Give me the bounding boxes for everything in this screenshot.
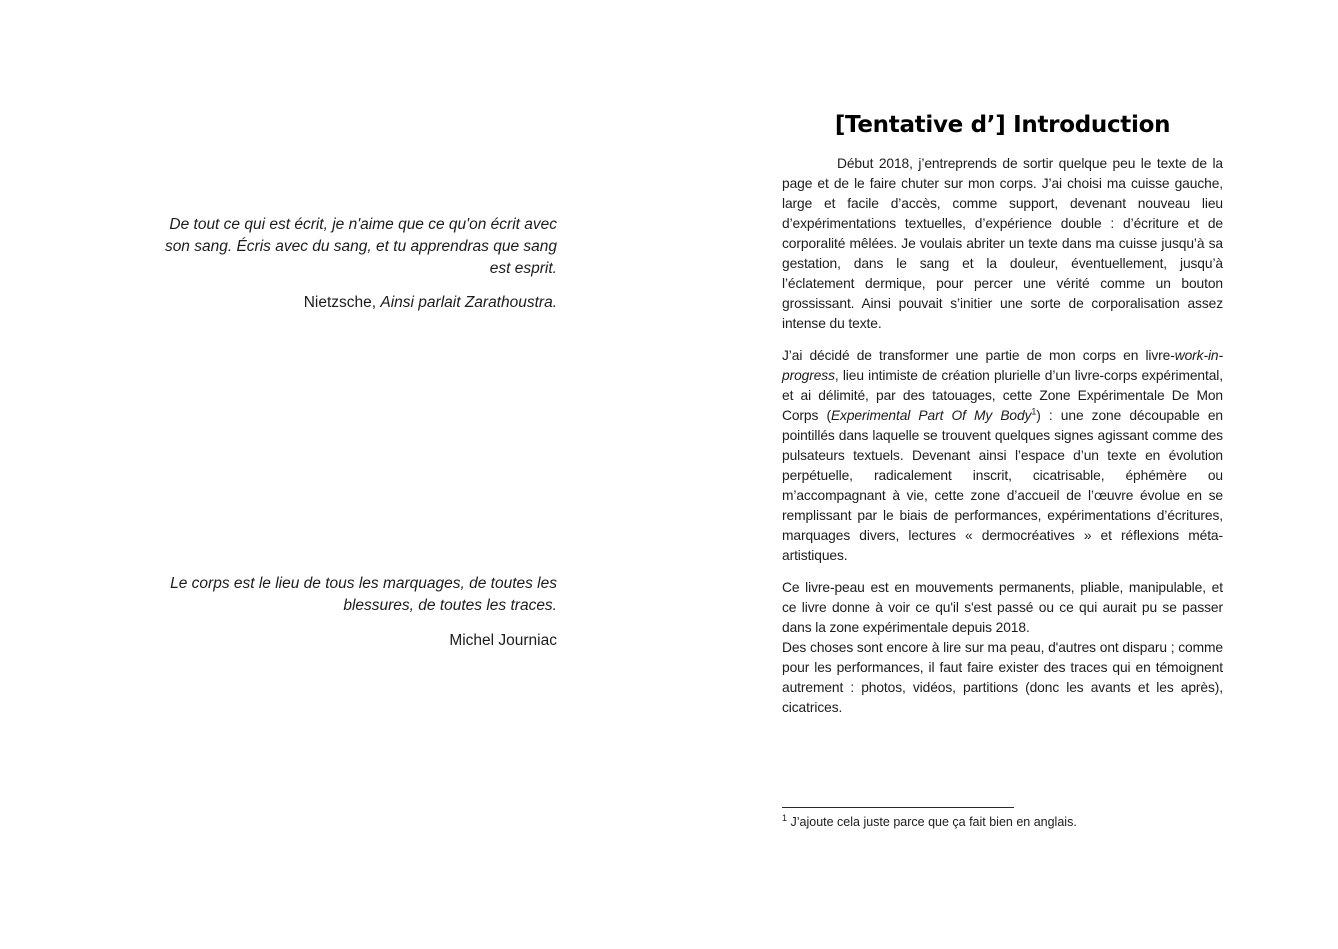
epigraph-line: blessures, de toutes les traces. [343,597,557,614]
footnote-separator [782,807,1014,808]
epigraph-line: De tout ce qui est écrit, je n'aime que ce qu'on écrit avec [169,216,557,233]
body-paragraphs [782,154,1223,718]
paragraph: J’ai décidé de transformer une partie de mon corps en livre-work-in-progress, lieu intimiste de création plurielle d’un livre-corps expérimental, et ai délimité, par des tatouages, cette Zone Expérimentale De Mon Corps (Experimental Part Of My Body$^1$) : une zone découpable en pointillés dans laquelle se trouvent quelques signes agissant comme des pulsateurs textuels. Devenant ainsi l’espace d’un texte en évolution perpétuelle, radicalement inscrit, cicatrisable, éphémère ou m’accompagnant à vie, cette zone d’accueil de l’œuvre évolue en se remplissant par le biais de performances, expérimentations d’écritures, marquages divers, lectures « dermocréatives » et réflexions méta-artistiques. [782,348,1223,563]
epigraph-attribution-nietzsche: Nietzsche, Ainsi parlait Zarathoustra. [303,294,557,311]
paragraph: Des choses sont encore à lire sur ma peau, d'autres ont disparu ; comme pour les performances, il faut faire exister des traces qui en témoignent autrement : photos, vidéos, partitions (donc les avants et les après), cicatrices. [782,640,1223,715]
epigraph-line: Le corps est le lieu de tous les marquages, de toutes les [170,575,557,592]
paragraph: Ce livre-peau est en mouvements permanents, pliable, manipulable, et ce livre donne à voir ce qu'il s'est passé ou ce qui aurait pu se passer dans la zone expérimentale depuis 2018. [782,580,1223,635]
epigraph-journiac [87,573,557,617]
epigraph-nietzsche [87,214,557,280]
right-page [782,110,1223,730]
paragraph: Début 2018, j’entreprends de sortir quelque peu le texte de la page et de le faire chuter sur mon corps. J’ai choisi ma cuisse gauche, large et facile d’accès, comme support, devenant nouveau lieu d’expérimentations textuelles, d’expérience double : d’écriture et de corporalité mêlées. Je voulais abriter un texte dans ma cuisse jusqu’à sa gestation, dans le sang et la douleur, éventuellement, jusqu’à l’éclatement dermique, pour percer une vérité comme un bouton grossissant. Ainsi pouvait s’initier une sorte de corporalisation assez intense du texte. [782,156,1223,331]
chapter-title: [Tentative d’] Introduction [834,112,1171,138]
epigraph-attribution-journiac: Michel Journiac [449,632,557,649]
epigraph-line: son sang. Écris avec du sang, et tu apprendras que sang [164,238,557,255]
epigraph-line: est esprit. [489,260,557,277]
footnote: $^1$ J’ajoute cela juste parce que ça fait bien en anglais. [782,812,1077,829]
